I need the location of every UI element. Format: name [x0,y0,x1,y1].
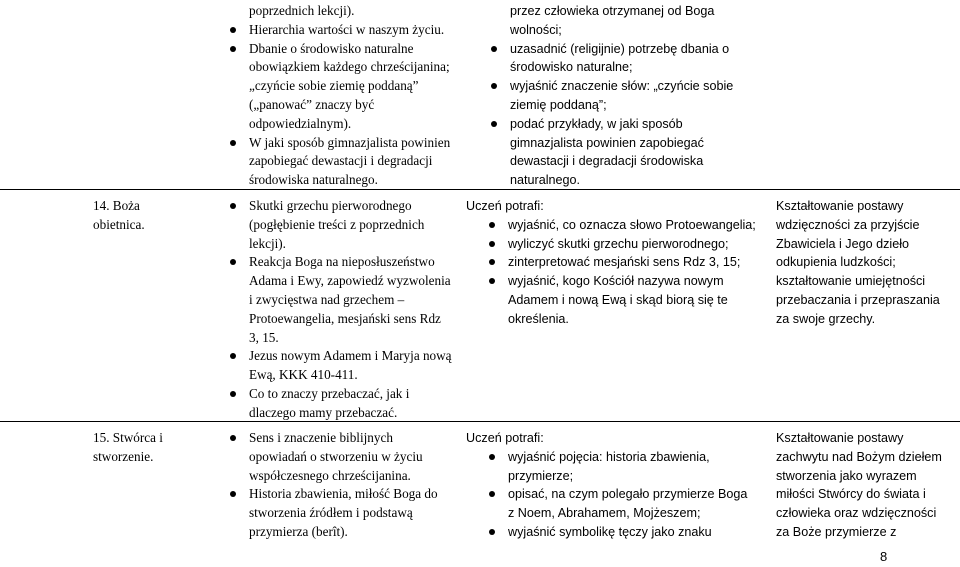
list-item: wyjaśnić, co oznacza słowo Protoewangelia; [487,216,756,235]
list-item: Dbanie o środowisko naturalne obowiązkiem każdego chrześcijanina; „czyńcie sobie ziemię poddaną” („panować” znaczy być odpowiedzialnym). [228,40,452,134]
row0-requirements-lead: przez człowieka otrzymanej od Boga wolności; [510,4,715,37]
page-number: 8 [880,549,888,564]
list-item: zinterpretować mesjański sens Rdz 3, 15; [487,253,756,272]
row-divider [0,421,960,422]
row0-content-list [228,21,452,190]
list-item: Skutki grzechu pierworodnego (pogłębienie treści z poprzednich lekcji). [228,197,452,253]
list-item: uzasadnić (religijnie) potrzebę dbania o środowisko naturalne; [489,40,757,78]
list-item: opisać, na czym polegało przymierze Boga z Noem, Abrahamem, Mojżeszem; [487,485,756,523]
requirements-heading: Uczeń potrafi: [466,431,544,445]
row14-requirements-list [466,216,756,329]
row14-content-cell [228,197,452,423]
requirements-heading: Uczeń potrafi: [466,199,544,213]
list-item: Sens i znaczenie biblijnych opowiadań o stworzeniu w życiu współczesnego chrześcijanina. [228,429,452,485]
list-item: wyjaśnić, kogo Kościół nazywa nowym Adamem i nową Ewą i skąd biorą się te określenia. [487,272,756,328]
list-item: Co to znaczy przebaczać, jak i dlaczego mamy przebaczać. [228,385,452,423]
row15-content-list [228,429,452,542]
list-item: W jaki sposób gimnazjalista powinien zapobiegać dewastacji i degradacji środowiska naturalnego. [228,134,452,190]
list-item: Hierarchia wartości w naszym życiu. [228,21,452,40]
row0-content-lead: poprzednich lekcji). [249,3,355,18]
row15-content-cell [228,429,452,542]
row-divider [0,189,960,190]
list-item: podać przykłady, w jaki sposób gimnazjalista powinien zapobiegać dewastacji i degradacji środowiska naturalnego. [489,115,757,190]
row15-topic: 15. Stwórca i stworzenie. [93,430,163,464]
row15-requirements-list [466,448,756,542]
row14-topic: 14. Boża obietnica. [93,198,145,232]
row15-requirements-cell [466,429,756,542]
row14-requirements-cell [466,197,756,329]
row0-content-cell [228,2,452,190]
list-item: Historia zbawienia, miłość Boga do stworzenia źródłem i podstawą przymierza (berît). [228,485,452,541]
list-item: wyjaśnić symbolikę tęczy jako znaku [487,523,756,542]
list-item: Jezus nowym Adamem i Maryja nową Ewą, KKK 410-411. [228,347,452,385]
list-item: wyjaśnić znaczenie słów: „czyńcie sobie ziemię poddaną”; [489,77,757,115]
row0-requirements-cell [489,2,757,190]
row15-attitudes: Kształtowanie postawy zachwytu nad Bożym dziełem stworzenia jako wyrazem miłości Stwórcy do świata i człowieka oraz wdzięczności za Boże przymierze z [776,431,942,539]
row14-attitudes: Kształtowanie postawy wdzięczności za przyjście Zbawiciela i Jego dzieło odkupienia ludzkości; kształtowanie umiejętności przebaczania i przepraszania za swoje grzechy. [776,199,940,326]
row14-content-list [228,197,452,423]
list-item: wyjaśnić pojęcia: historia zbawienia, przymierze; [487,448,756,486]
row0-requirements-list [489,40,757,190]
list-item: wyliczyć skutki grzechu pierworodnego; [487,235,756,254]
list-item: Reakcja Boga na nieposłuszeństwo Adama i Ewy, zapowiedź wyzwolenia i zwycięstwa nad grzechem – Protoewangelia, mesjański sens Rdz 3, 15. [228,253,452,347]
